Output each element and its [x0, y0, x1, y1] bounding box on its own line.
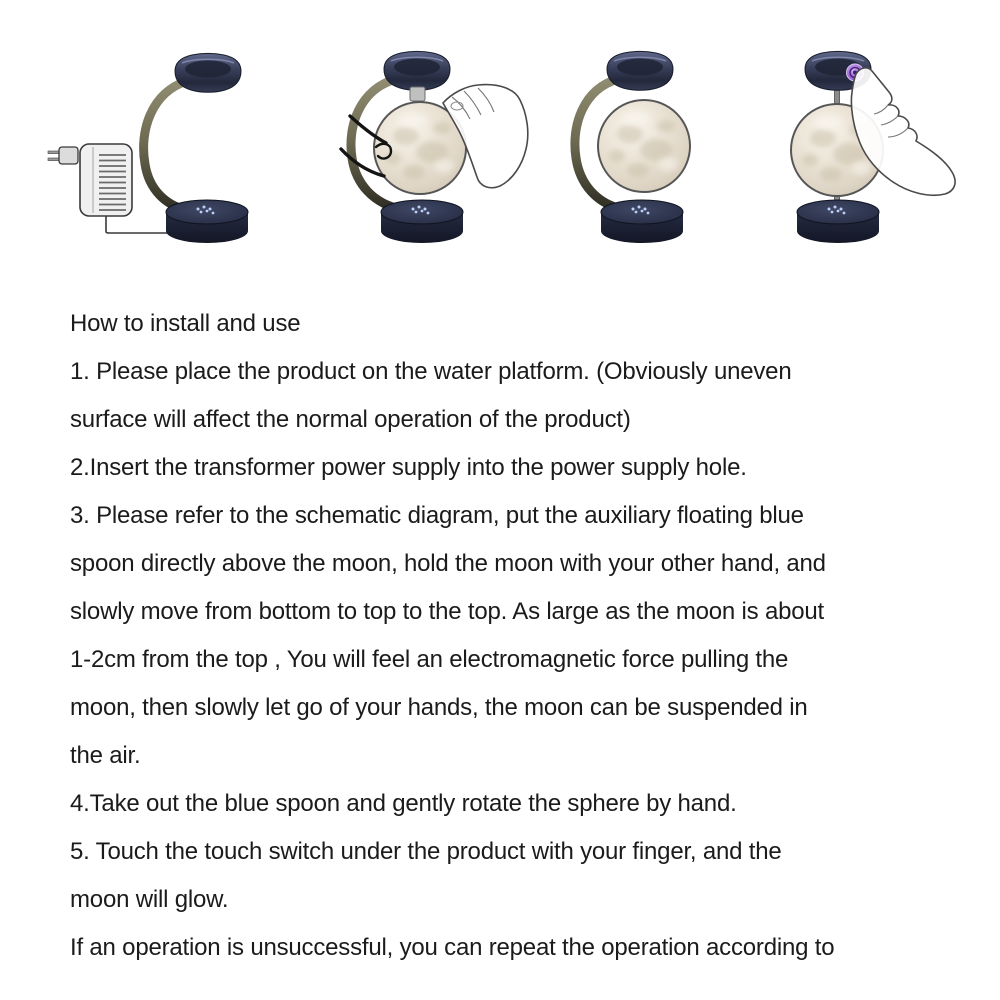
instruction-line: moon will glow. [70, 886, 229, 913]
instruction-line: moon, then slowly let go of your hands, the moon can be suspended in [70, 694, 808, 721]
floating-spoon-connector [410, 87, 425, 101]
instructions-text [70, 300, 950, 972]
step1-power-adapter-illustration [48, 54, 248, 243]
step3-moon-levitating-illustration [575, 52, 690, 243]
stand-arm [144, 81, 187, 210]
lamp-base [381, 200, 463, 243]
section-heading: How to install and use [70, 310, 301, 337]
lamp-head [384, 52, 450, 91]
lamp-base [601, 200, 683, 243]
moon-sphere [598, 100, 690, 192]
power-cord [106, 214, 176, 233]
instruction-line: slowly move from bottom to top to the top. As large as the moon is about [70, 598, 824, 625]
lamp-head [607, 52, 673, 91]
instruction-line: 2.Insert the transformer power supply into the power supply hole. [70, 454, 747, 481]
instruction-line: surface will affect the normal operation of the product) [70, 406, 631, 433]
instruction-line: 3. Please refer to the schematic diagram, put the auxiliary floating blue [70, 502, 804, 529]
instruction-line: 1-2cm from the top , You will feel an electromagnetic force pulling the [70, 646, 789, 673]
instruction-line: spoon directly above the moon, hold the moon with your other hand, and [70, 550, 826, 577]
installation-steps-illustration [0, 0, 1000, 290]
lamp-base [797, 200, 879, 243]
instruction-line: 4.Take out the blue spoon and gently rotate the sphere by hand. [70, 790, 737, 817]
instruction-line: the air. [70, 742, 141, 769]
lamp-head [175, 54, 241, 93]
instruction-line: 1. Please place the product on the water platform. (Obviously uneven [70, 358, 792, 385]
instruction-line: If an operation is unsuccessful, you can repeat the operation according to [70, 934, 835, 961]
step4-touch-switch-illustration [791, 52, 955, 243]
lamp-base [166, 200, 248, 243]
instruction-line: 5. Touch the touch switch under the product with your finger, and the [70, 838, 782, 865]
step2-place-moon-illustration [341, 52, 528, 243]
instruction-lines [70, 348, 950, 972]
power-adapter-icon [48, 144, 132, 216]
